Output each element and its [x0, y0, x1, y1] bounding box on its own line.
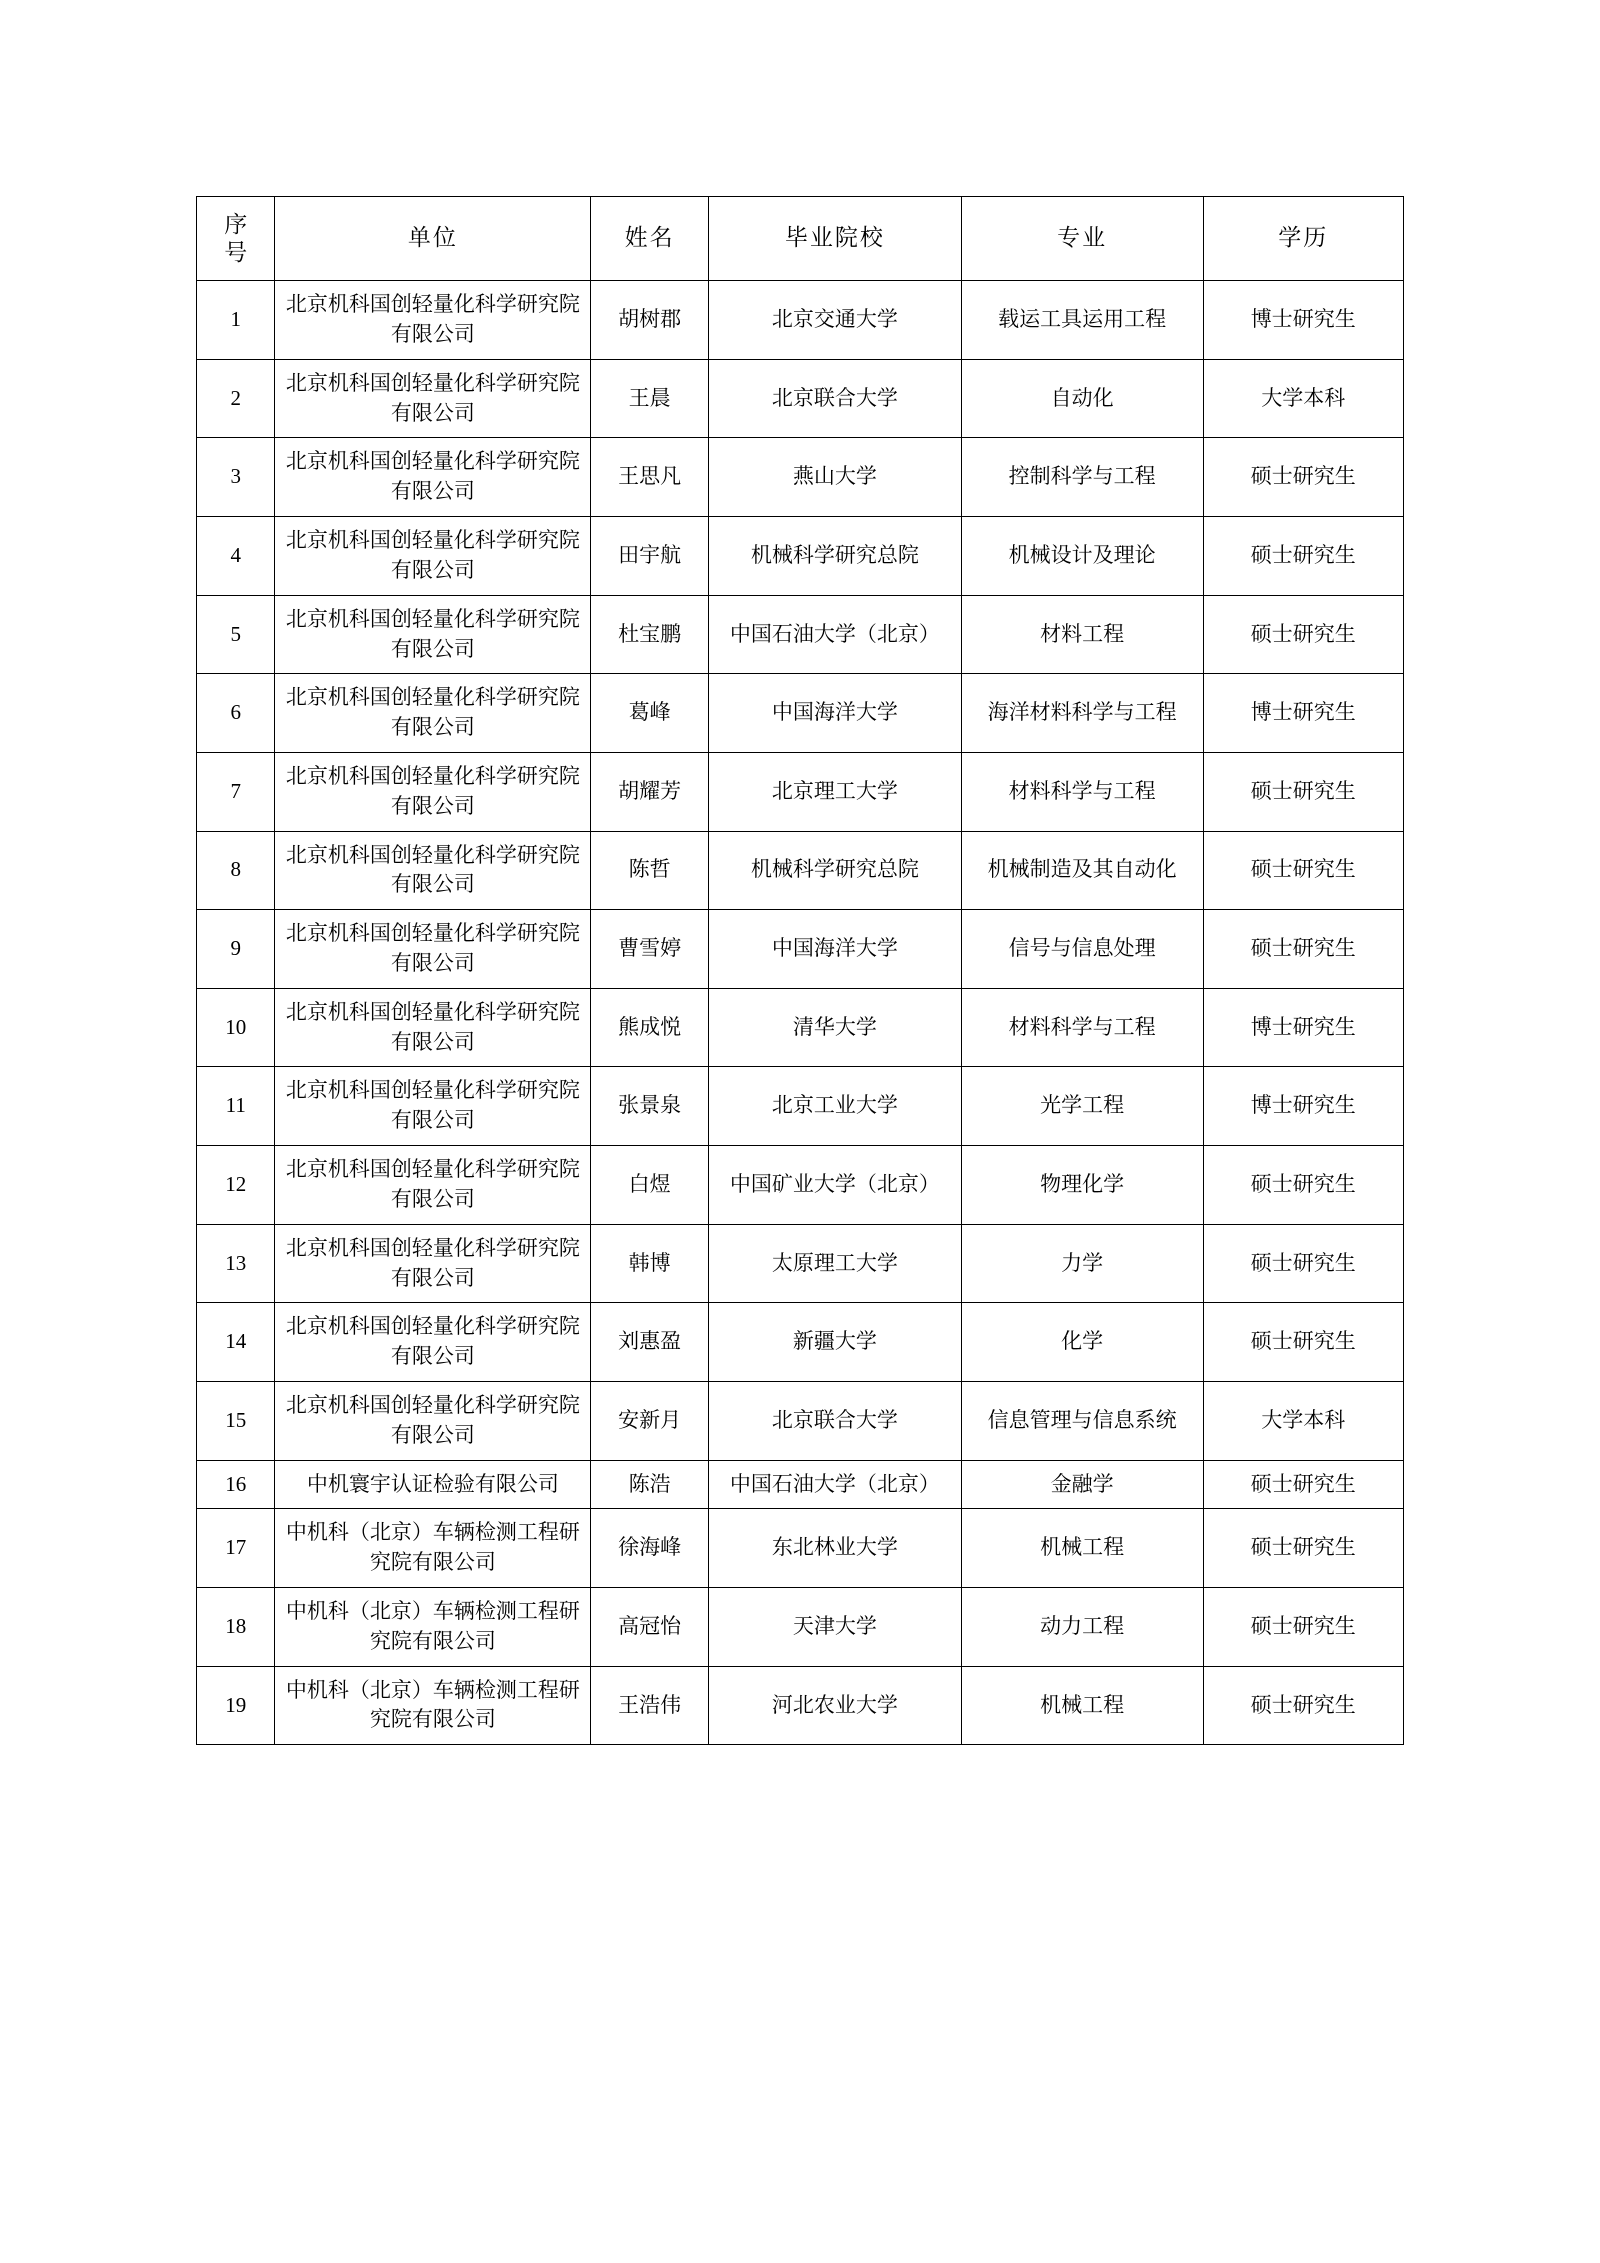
- cell-unit: 北京机科国创轻量化科学研究院有限公司: [275, 1146, 591, 1225]
- table-row: [197, 988, 1404, 1067]
- cell-major: 海洋材料科学与工程: [961, 674, 1203, 753]
- cell-unit: 北京机科国创轻量化科学研究院有限公司: [275, 1381, 591, 1460]
- cell-degree: 硕士研究生: [1203, 438, 1403, 517]
- cell-major: 控制科学与工程: [961, 438, 1203, 517]
- table-row: [197, 517, 1404, 596]
- cell-name: 白煜: [591, 1146, 709, 1225]
- cell-school: 太原理工大学: [708, 1224, 961, 1303]
- cell-degree: 硕士研究生: [1203, 1146, 1403, 1225]
- cell-unit: 北京机科国创轻量化科学研究院有限公司: [275, 674, 591, 753]
- cell-unit: 北京机科国创轻量化科学研究院有限公司: [275, 438, 591, 517]
- column-header-index-line2: 号: [224, 239, 248, 265]
- table-row: [197, 1381, 1404, 1460]
- cell-degree: 硕士研究生: [1203, 1460, 1403, 1509]
- cell-index: 2: [197, 359, 275, 438]
- cell-index: 15: [197, 1381, 275, 1460]
- column-header-school: 毕业院校: [708, 197, 961, 281]
- cell-major: 动力工程: [961, 1588, 1203, 1667]
- table-row: [197, 1067, 1404, 1146]
- cell-major: 载运工具运用工程: [961, 281, 1203, 360]
- column-header-index: [197, 197, 275, 281]
- cell-index: 18: [197, 1588, 275, 1667]
- cell-school: 中国石油大学（北京）: [708, 1460, 961, 1509]
- table-row: [197, 1509, 1404, 1588]
- cell-name: 葛峰: [591, 674, 709, 753]
- table-row: [197, 595, 1404, 674]
- cell-index: 13: [197, 1224, 275, 1303]
- cell-degree: 硕士研究生: [1203, 517, 1403, 596]
- table-row: [197, 359, 1404, 438]
- cell-index: 12: [197, 1146, 275, 1225]
- cell-school: 北京联合大学: [708, 359, 961, 438]
- cell-name: 陈浩: [591, 1460, 709, 1509]
- cell-major: 化学: [961, 1303, 1203, 1382]
- cell-unit: 北京机科国创轻量化科学研究院有限公司: [275, 1224, 591, 1303]
- cell-name: 韩博: [591, 1224, 709, 1303]
- cell-degree: 硕士研究生: [1203, 595, 1403, 674]
- cell-school: 机械科学研究总院: [708, 517, 961, 596]
- cell-name: 高冠怡: [591, 1588, 709, 1667]
- cell-major: 物理化学: [961, 1146, 1203, 1225]
- cell-major: 机械制造及其自动化: [961, 831, 1203, 910]
- cell-degree: 博士研究生: [1203, 281, 1403, 360]
- cell-degree: 硕士研究生: [1203, 910, 1403, 989]
- cell-name: 刘惠盈: [591, 1303, 709, 1382]
- cell-major: 机械设计及理论: [961, 517, 1203, 596]
- table-header-row: [197, 197, 1404, 281]
- cell-name: 张景泉: [591, 1067, 709, 1146]
- cell-degree: 博士研究生: [1203, 674, 1403, 753]
- cell-school: 河北农业大学: [708, 1666, 961, 1745]
- cell-unit: 北京机科国创轻量化科学研究院有限公司: [275, 1067, 591, 1146]
- cell-school: 清华大学: [708, 988, 961, 1067]
- cell-index: 17: [197, 1509, 275, 1588]
- cell-unit: 北京机科国创轻量化科学研究院有限公司: [275, 910, 591, 989]
- cell-index: 1: [197, 281, 275, 360]
- cell-index: 11: [197, 1067, 275, 1146]
- cell-index: 16: [197, 1460, 275, 1509]
- cell-major: 机械工程: [961, 1509, 1203, 1588]
- table-row: [197, 910, 1404, 989]
- cell-degree: 硕士研究生: [1203, 1509, 1403, 1588]
- cell-major: 材料工程: [961, 595, 1203, 674]
- cell-index: 14: [197, 1303, 275, 1382]
- table-row: [197, 281, 1404, 360]
- cell-school: 北京理工大学: [708, 752, 961, 831]
- cell-degree: 博士研究生: [1203, 1067, 1403, 1146]
- cell-index: 8: [197, 831, 275, 910]
- personnel-roster-table: [196, 196, 1404, 1745]
- cell-major: 信号与信息处理: [961, 910, 1203, 989]
- cell-name: 王晨: [591, 359, 709, 438]
- cell-unit: 中机科（北京）车辆检测工程研究院有限公司: [275, 1509, 591, 1588]
- table-row: [197, 831, 1404, 910]
- column-header-index-line1: 序: [224, 212, 248, 237]
- table-header: [197, 197, 1404, 281]
- cell-major: 材料科学与工程: [961, 752, 1203, 831]
- table-row: [197, 438, 1404, 517]
- cell-name: 胡耀芳: [591, 752, 709, 831]
- cell-degree: 硕士研究生: [1203, 1224, 1403, 1303]
- cell-name: 熊成悦: [591, 988, 709, 1067]
- cell-major: 材料科学与工程: [961, 988, 1203, 1067]
- cell-school: 机械科学研究总院: [708, 831, 961, 910]
- cell-major: 光学工程: [961, 1067, 1203, 1146]
- cell-name: 田宇航: [591, 517, 709, 596]
- column-header-unit: 单位: [275, 197, 591, 281]
- cell-major: 机械工程: [961, 1666, 1203, 1745]
- table-row: [197, 1588, 1404, 1667]
- table-row: [197, 1666, 1404, 1745]
- cell-school: 中国海洋大学: [708, 910, 961, 989]
- cell-name: 王思凡: [591, 438, 709, 517]
- cell-unit: 北京机科国创轻量化科学研究院有限公司: [275, 1303, 591, 1382]
- cell-degree: 硕士研究生: [1203, 1666, 1403, 1745]
- table-body: [197, 281, 1404, 1745]
- cell-unit: 北京机科国创轻量化科学研究院有限公司: [275, 281, 591, 360]
- table-row: [197, 1303, 1404, 1382]
- cell-major: 金融学: [961, 1460, 1203, 1509]
- table-row: [197, 1460, 1404, 1509]
- column-header-degree: 学历: [1203, 197, 1403, 281]
- cell-index: 19: [197, 1666, 275, 1745]
- cell-index: 3: [197, 438, 275, 517]
- cell-degree: 硕士研究生: [1203, 831, 1403, 910]
- cell-degree: 硕士研究生: [1203, 752, 1403, 831]
- cell-index: 7: [197, 752, 275, 831]
- cell-index: 9: [197, 910, 275, 989]
- cell-school: 北京工业大学: [708, 1067, 961, 1146]
- cell-index: 6: [197, 674, 275, 753]
- cell-school: 北京联合大学: [708, 1381, 961, 1460]
- cell-school: 中国石油大学（北京）: [708, 595, 961, 674]
- cell-name: 胡树郡: [591, 281, 709, 360]
- cell-degree: 大学本科: [1203, 359, 1403, 438]
- cell-index: 4: [197, 517, 275, 596]
- cell-unit: 北京机科国创轻量化科学研究院有限公司: [275, 752, 591, 831]
- table-row: [197, 1146, 1404, 1225]
- cell-index: 5: [197, 595, 275, 674]
- cell-school: 东北林业大学: [708, 1509, 961, 1588]
- table-row: [197, 1224, 1404, 1303]
- cell-major: 自动化: [961, 359, 1203, 438]
- cell-unit: 北京机科国创轻量化科学研究院有限公司: [275, 831, 591, 910]
- cell-name: 杜宝鹏: [591, 595, 709, 674]
- cell-unit: 中机科（北京）车辆检测工程研究院有限公司: [275, 1666, 591, 1745]
- cell-school: 燕山大学: [708, 438, 961, 517]
- cell-name: 王浩伟: [591, 1666, 709, 1745]
- cell-unit: 北京机科国创轻量化科学研究院有限公司: [275, 595, 591, 674]
- cell-degree: 博士研究生: [1203, 988, 1403, 1067]
- table-row: [197, 674, 1404, 753]
- cell-name: 曹雪婷: [591, 910, 709, 989]
- cell-degree: 硕士研究生: [1203, 1303, 1403, 1382]
- column-header-major: 专业: [961, 197, 1203, 281]
- cell-unit: 北京机科国创轻量化科学研究院有限公司: [275, 359, 591, 438]
- cell-school: 北京交通大学: [708, 281, 961, 360]
- cell-name: 安新月: [591, 1381, 709, 1460]
- cell-degree: 大学本科: [1203, 1381, 1403, 1460]
- cell-name: 徐海峰: [591, 1509, 709, 1588]
- cell-school: 中国矿业大学（北京）: [708, 1146, 961, 1225]
- cell-unit: 北京机科国创轻量化科学研究院有限公司: [275, 988, 591, 1067]
- cell-school: 天津大学: [708, 1588, 961, 1667]
- column-header-name: 姓名: [591, 197, 709, 281]
- cell-school: 新疆大学: [708, 1303, 961, 1382]
- cell-unit: 北京机科国创轻量化科学研究院有限公司: [275, 517, 591, 596]
- cell-major: 力学: [961, 1224, 1203, 1303]
- cell-unit: 中机寰宇认证检验有限公司: [275, 1460, 591, 1509]
- cell-major: 信息管理与信息系统: [961, 1381, 1203, 1460]
- cell-unit: 中机科（北京）车辆检测工程研究院有限公司: [275, 1588, 591, 1667]
- cell-name: 陈哲: [591, 831, 709, 910]
- cell-index: 10: [197, 988, 275, 1067]
- table-row: [197, 752, 1404, 831]
- cell-degree: 硕士研究生: [1203, 1588, 1403, 1667]
- cell-school: 中国海洋大学: [708, 674, 961, 753]
